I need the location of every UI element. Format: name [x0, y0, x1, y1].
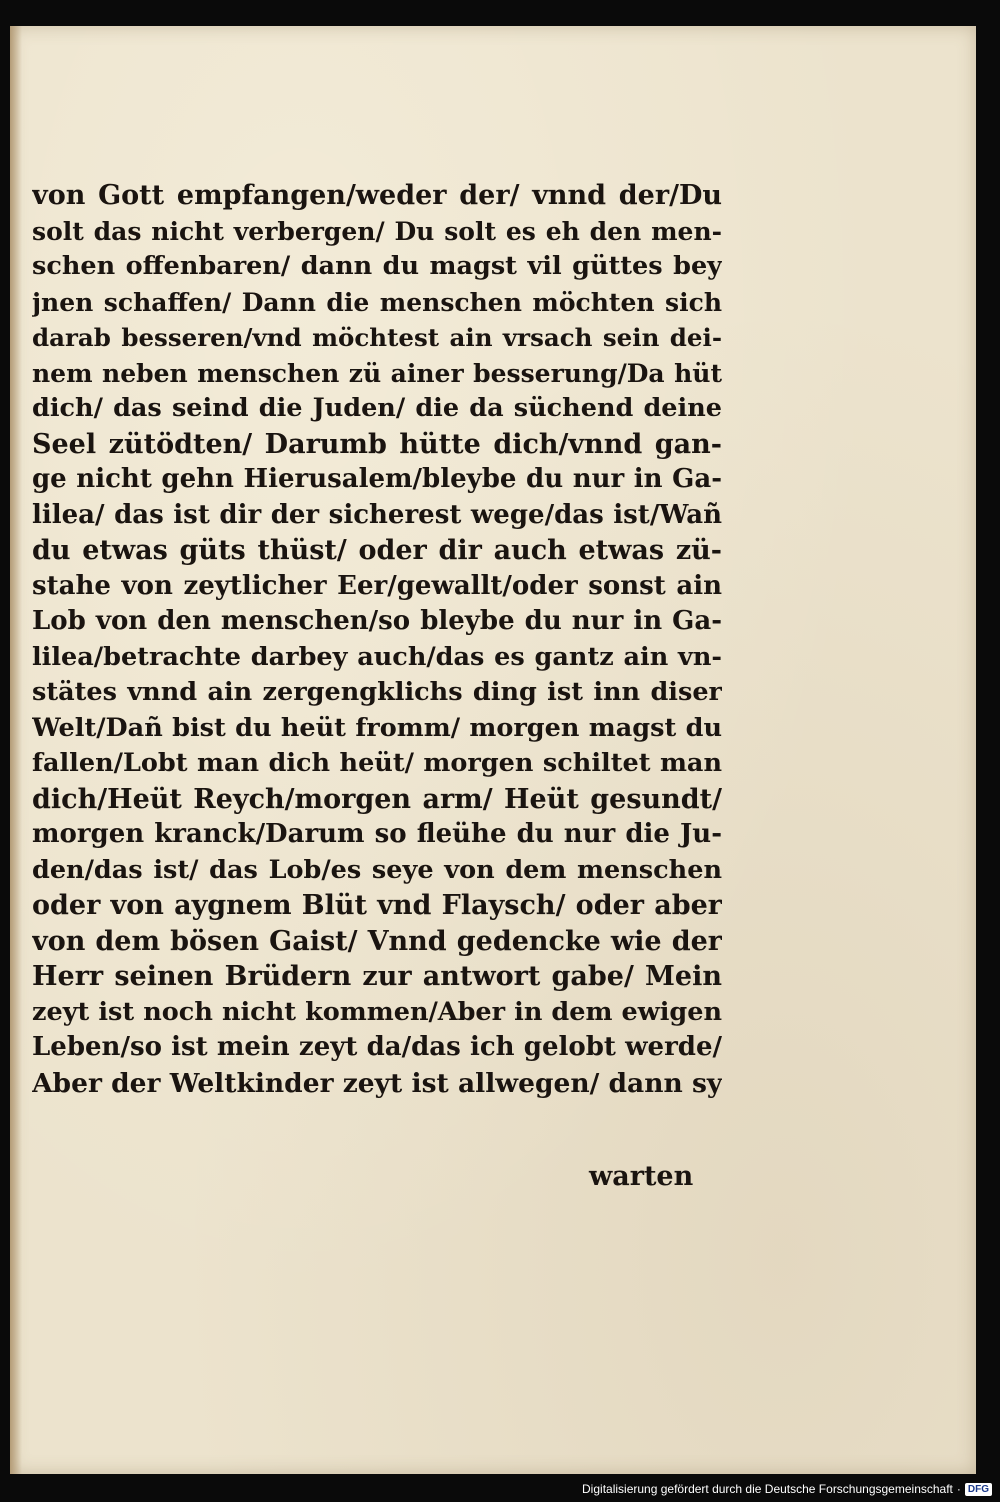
footer-separator: ·: [956, 1482, 961, 1496]
text-line: stätes vnnd ain zergengklichs ding ist inn diser: [32, 677, 722, 707]
text-line: von dem bösen Gaist/ Vnnd gedencke wie der: [32, 925, 722, 957]
catchword: warten: [589, 1161, 694, 1192]
text-line: lilea/betrachte darbey auch/das es gantz ain vn-: [32, 641, 722, 672]
text-line: oder von aygnem Blüt vnd Flaysch/ oder aber: [32, 890, 722, 921]
text-line: Leben/so ist mein zeyt da/das ich gelobt werde/: [32, 1032, 722, 1062]
text-line: du etwas güts thüst/ oder dir auch etwas zü-: [32, 535, 722, 566]
body-text: [32, 178, 722, 1101]
dfg-logo: DFG: [965, 1483, 992, 1496]
text-line: solt das nicht verbergen/ Du solt es eh den men-: [32, 216, 722, 246]
book-page: [10, 26, 976, 1474]
text-line: zeyt ist noch nicht kommen/Aber in dem ewigen: [32, 996, 722, 1027]
text-line: morgen kranck/Darum so fleühe du nur die Ju-: [32, 819, 722, 849]
text-line: dich/ das seind die Juden/ die da süchend deine: [32, 393, 722, 423]
text-line: darab besseren/vnd möchtest ain vrsach sein dei-: [32, 323, 722, 352]
text-line: dich/Heüt Reych/morgen arm/ Heüt gesundt/: [32, 783, 722, 815]
funding-credit: Digitalisierung gefördert durch die Deutsche Forschungsgemeinschaft: [582, 1482, 953, 1496]
text-line: lilea/ das ist dir der sicherest wege/das ist/Wañ: [32, 499, 722, 530]
page-binding-edge: [10, 26, 22, 1474]
text-line: ge nicht gehn Hierusalem/bleybe du nur in Ga-: [32, 464, 722, 494]
text-line: Lob von den menschen/so bleybe du nur in Ga-: [32, 606, 722, 636]
text-line: Aber der Weltkinder zeyt ist allwegen/ dann sy: [32, 1067, 722, 1099]
text-line: nem neben menschen zü ainer besserung/Da hüt: [32, 358, 722, 388]
text-line: fallen/Lobt man dich heüt/ morgen schiltet man: [32, 748, 722, 778]
text-line: von Gott empfangen/weder der/ vnnd der/Du: [32, 180, 722, 211]
text-line: Herr seinen Brüdern zur antwort gabe/ Mein: [32, 961, 722, 992]
text-line: stahe von zeytlicher Eer/gewallt/oder sonst ain: [32, 570, 722, 601]
text-line: Seel zütödten/ Darumb hütte dich/vnnd gan-: [32, 428, 722, 460]
text-line: schen offenbaren/ dann du magst vil güttes bey: [32, 251, 722, 281]
text-line: den/das ist/ das Lob/es seye von dem menschen: [32, 854, 722, 885]
text-line: jnen schaffen/ Dann die menschen möchten sich: [32, 287, 722, 317]
text-line: Welt/Dañ bist du heüt fromm/ morgen magst du: [32, 712, 722, 743]
digitization-footer: [582, 1480, 992, 1498]
